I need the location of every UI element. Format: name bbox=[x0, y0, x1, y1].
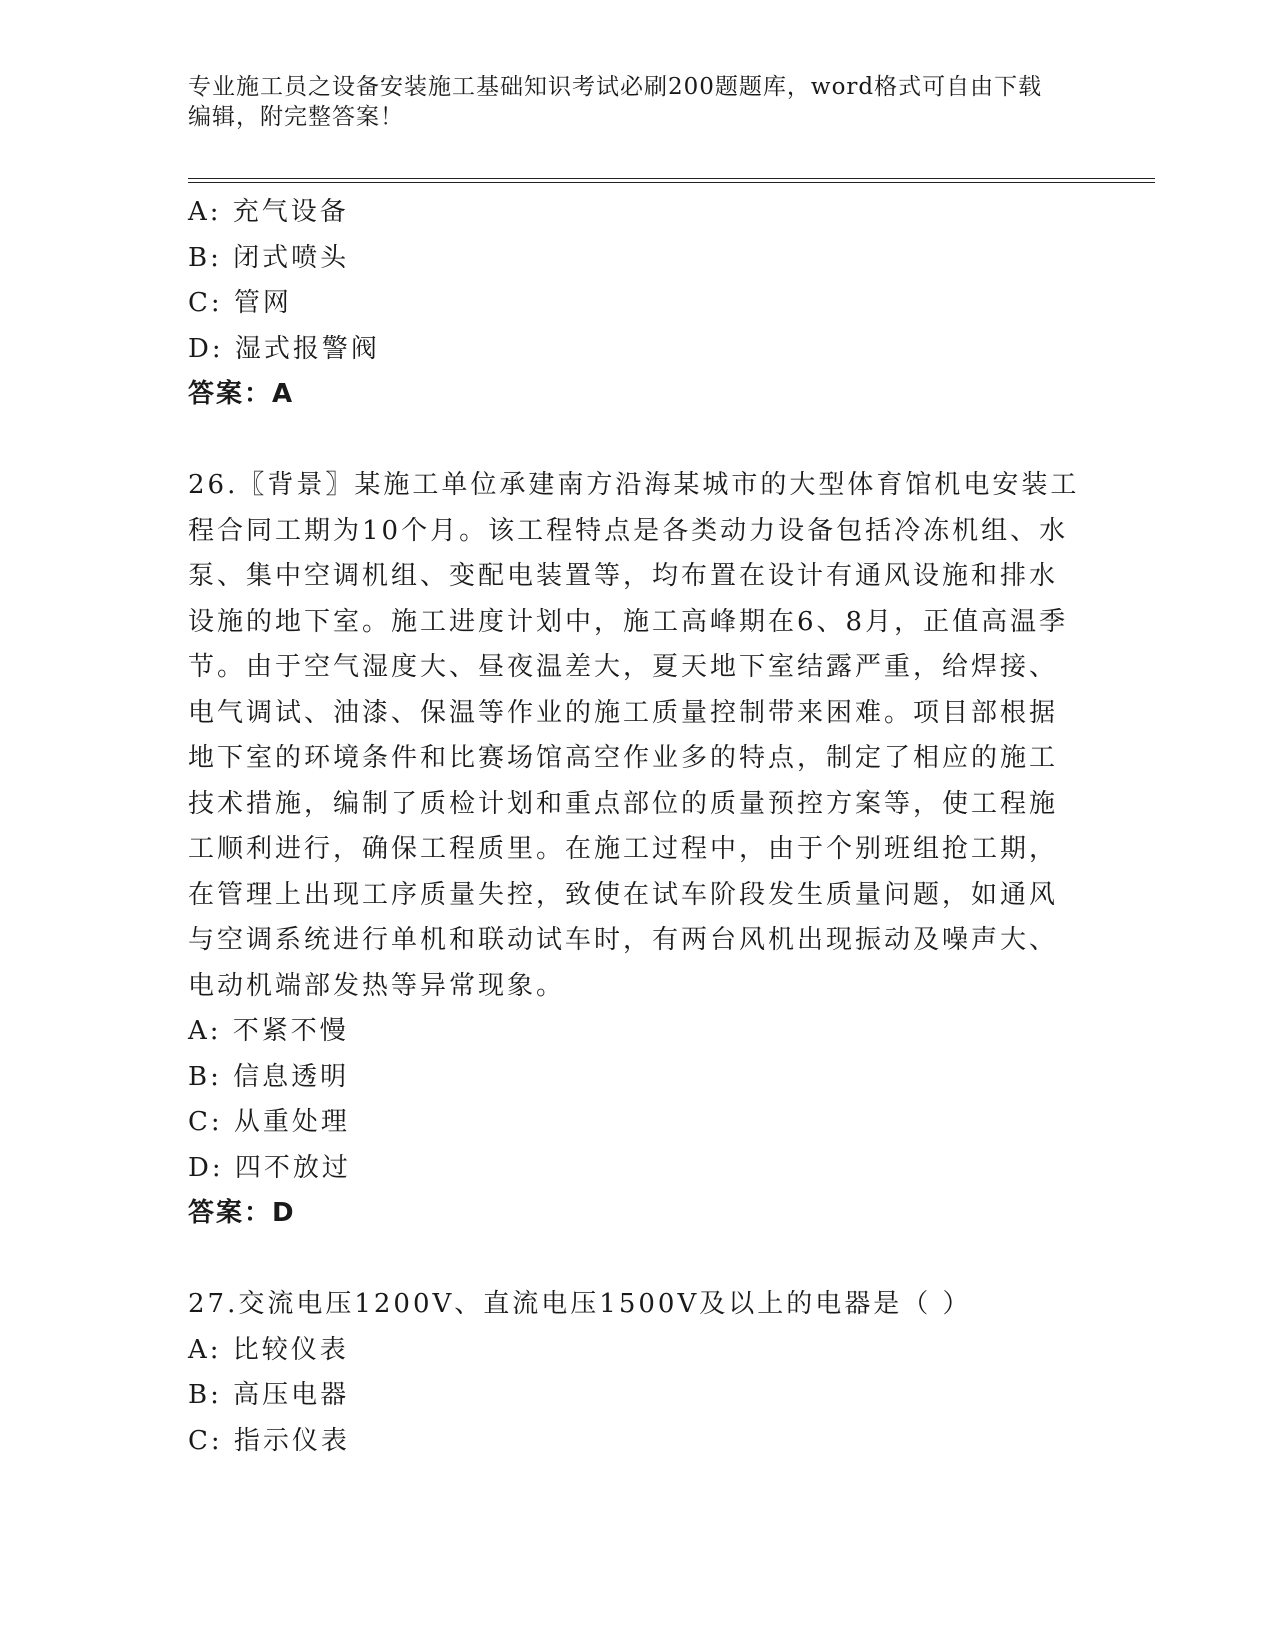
header-title-line2: 编辑，附完整答案！ bbox=[188, 104, 404, 130]
option-b: B: 信息透明 bbox=[188, 1061, 350, 1092]
option-b: B: 高压电器 bbox=[188, 1380, 350, 1410]
question-stem-line: 在管理上出现工序质量失控，致使在试车阶段发生质量问题，如通风 bbox=[188, 879, 1059, 910]
question-stem-line: 工顺利进行，确保工程质里。在施工过程中，由于个别班组抢工期， bbox=[188, 834, 1059, 864]
document-header bbox=[188, 72, 1068, 132]
header-divider-bottom bbox=[188, 182, 1155, 183]
option-c: C: 从重处理 bbox=[188, 1107, 350, 1137]
option-a: A: 充气设备 bbox=[188, 197, 349, 227]
question-stem-line: 与空调系统进行单机和联动试车时，有两台风机出现振动及噪声大、 bbox=[188, 925, 1059, 955]
spacer bbox=[188, 418, 1088, 464]
option-c: C: 管网 bbox=[188, 288, 292, 318]
header-title-line1: 专业施工员之设备安装施工基础知识考试必刷200题题库，word格式可自由下载 bbox=[188, 74, 1043, 100]
question-stem-line: 程合同工期为10个月。该工程特点是各类动力设备包括冷冻机组、水 bbox=[188, 515, 1069, 546]
option-a: A: 比较仪表 bbox=[188, 1334, 349, 1365]
question-stem-line: 26.〖背景〗某施工单位承建南方沿海某城市的大型体育馆机电安装工 bbox=[188, 470, 1080, 500]
question-stem-line: 泵、集中空调机组、变配电装置等，均布置在设计有通风设施和排水 bbox=[188, 561, 1059, 591]
option-d: D: 湿式报警阀 bbox=[188, 333, 380, 364]
option-a: A: 不紧不慢 bbox=[188, 1016, 349, 1046]
question-stem-line: 电气调试、油漆、保温等作业的施工质量控制带来困难。项目部根据 bbox=[188, 697, 1059, 728]
answer: 答案：A bbox=[188, 379, 295, 409]
question-27 bbox=[188, 1282, 1088, 1464]
question-stem-line: 设施的地下室。施工进度计划中，施工高峰期在6、8月，正值高温季 bbox=[188, 606, 1069, 637]
option-d: D: 四不放过 bbox=[188, 1152, 351, 1183]
option-c: C: 指示仪表 bbox=[188, 1425, 350, 1456]
document-body bbox=[188, 190, 1088, 1464]
question-stem: 27.交流电压1200V、直流电压1500V及以上的电器是（ ） bbox=[188, 1289, 972, 1319]
spacer bbox=[188, 1237, 1088, 1283]
question-stem-line: 技术措施，编制了质检计划和重点部位的质量预控方案等，使工程施 bbox=[188, 788, 1059, 819]
question-26 bbox=[188, 463, 1088, 1237]
question-stem-line: 节。由于空气湿度大、昼夜温差大，夏天地下室结露严重，给焊接、 bbox=[188, 652, 1059, 682]
question-stem-line: 地下室的环境条件和比赛场馆高空作业多的特点，制定了相应的施工 bbox=[188, 743, 1059, 773]
question-stem-line: 电动机端部发热等异常现象。 bbox=[188, 970, 566, 1001]
question-25 bbox=[188, 190, 1088, 418]
answer: 答案：D bbox=[188, 1198, 296, 1228]
option-b: B: 闭式喷头 bbox=[188, 242, 350, 273]
header-divider-top bbox=[188, 178, 1155, 179]
